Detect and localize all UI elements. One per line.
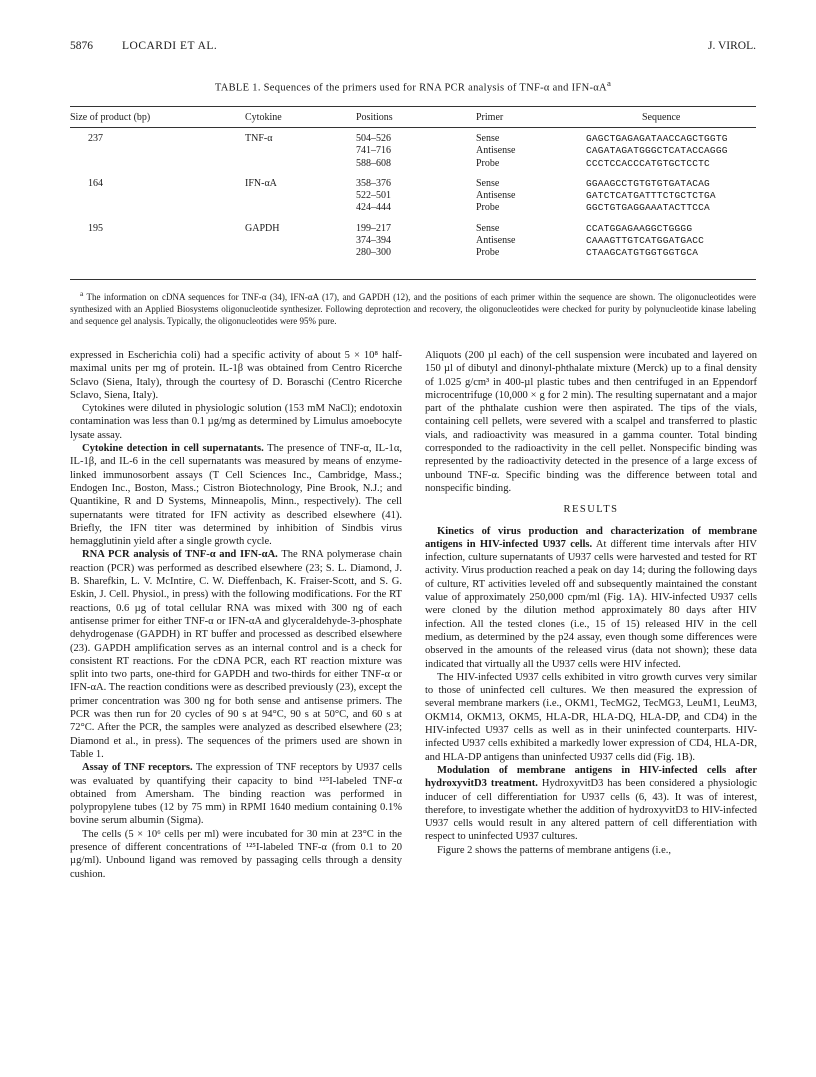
cell-sequence: CCATGGAGAAGGCTGGGG [586, 222, 693, 234]
cell-sequence: GATCTCATGATTTCTGCTCTGA [586, 190, 716, 202]
cell-cytokine: GAPDH [245, 222, 280, 234]
cell-primer: Probe [476, 202, 500, 214]
paragraph-body: The RNA polymerase chain reaction (PCR) was performed as described elsewhere (23; S. L. Diamond, J. B. Sharefkin, L. V. McIntire, C. W. Dieffenbach, K. Fraiser-Scott, and S. G. Eskin, J. Cell. Physiol., in press) with the following modifications. For the RT reactions, 0.6 µg of total cellular RNA was mixed with 300 ng of each antisense primer for either TNF-α or IFN-αA and glyceraldehyde-3-phosphate dehydrogenase (GAPDH) in RT buffer and processed as described elsewhere (23). GAPDH amplification serves as an internal control and is a check for consistent RT reactions. For the cDNA PCR, each RT reaction mixture was split into two parts, one-third for GAPDH and two-thirds for either TNF-α or IFN-αA. The reaction conditions were as described previously (23), except the primer concentration was 300 ng for both sense and antisense primers. The PCR was then run for 20 cycles of 90 s at 94°C, 90 s at 50°C, and 60 s at 72°C. After the PCR, the samples were analyzed as described elsewhere (23; Diamond et al., in press). The sequences of the primers used are shown in Table 1. [70, 549, 402, 760]
table-row [70, 158, 756, 170]
cell-primer: Probe [476, 157, 500, 169]
cell-primer: Antisense [476, 145, 516, 157]
paragraph: The cells (5 × 10⁶ cells per ml) were incubated for 30 min at 23°C in the presence of different concentrations of ¹²⁵I-labeled TNF-α (from 0.1 to 20 µg/ml). Unbound ligand was removed by passaging cells through a density cushion. [70, 828, 402, 880]
cell-sequence: CCCTCCACCCATGTGCTCCTC [586, 157, 710, 169]
col-header-primer: Primer [476, 112, 504, 123]
paragraph [425, 764, 757, 844]
section-run-in-head: Kinetics of virus production and characterization of membrane antigens in HIV-infected U937 cells. [425, 525, 757, 550]
paragraph: expressed in Escherichia coli) had a specific activity of about 5 × 10⁸ half-maximal units per mg of protein. IL-1β was obtained from Centro Ricerche Sclavo (Siena, Italy), through the courtesy of D. Boraschi (Centro Ricerche Sclavo, Siena, Italy). [70, 350, 402, 401]
cell-position: 588–608 [356, 157, 391, 169]
paragraph: The HIV-infected U937 cells exhibited in vitro growth curves very similar to those of uninfected cell cultures. We then measured the expression of several membrane markers (i.e., OKM1, TecMG2, TecMG3, LeuM1, LeuM3, OKM14, OKM13, OKM5, HLA-DR, HLA-DQ, HLA-DP, and CD4) in the HIV-infected U937 cells as well as in their uninfected counterparts. HIV-infected U937 cells exhibited a markedly lower expression of CD4, HLA-DR, and HLA-DP antigens than uninfected U937 cells did (Fig. 1B). [425, 671, 757, 763]
cell-sequence: GAGCTGAGAGATAACCAGCTGGTG [586, 133, 728, 144]
cell-primer: Antisense [476, 235, 516, 247]
paragraph: Cytokines were diluted in physiologic solution (153 mM NaCl); endotoxin contamination was less than 0.1 µg/mg as determined by Limulus amoebocyte lysate assay. [70, 403, 402, 441]
paragraph: Figure 2 shows the patterns of membrane antigens (i.e., [437, 844, 672, 856]
cell-size [70, 202, 245, 214]
cell-position: 358–376 [356, 177, 391, 189]
section-run-in-head: Assay of TNF receptors. [82, 762, 193, 774]
section-run-in-head: Cytokine detection in cell supernatants. [82, 443, 264, 455]
running-header [70, 40, 756, 56]
paragraph [70, 761, 402, 827]
cell-cytokine: IFN-αA [245, 177, 277, 189]
table-row [70, 247, 756, 259]
cell-position: 522–501 [356, 190, 391, 202]
col-header-size: Size of product (bp) [70, 112, 151, 123]
cell-sequence: CTAAGCATGTGGTGGTGCA [586, 247, 699, 259]
cell-size: 195 [88, 222, 103, 234]
cell-position: 504–526 [356, 133, 391, 144]
cell-position: 280–300 [356, 247, 391, 259]
cell-sequence: GGCTGTGAGGAAATACTTCCA [586, 202, 710, 214]
cell-cytokine [245, 235, 356, 247]
cell-position: 424–444 [356, 202, 391, 214]
cell-cytokine [245, 158, 356, 170]
cell-sequence: CAAAGTTGTCATGGATGACC [586, 235, 705, 247]
table-row [70, 190, 756, 202]
table-row [70, 133, 756, 145]
results-heading: RESULTS [563, 504, 619, 516]
table-row [70, 145, 756, 157]
table-bottom-rule [70, 279, 756, 280]
cell-cytokine [245, 202, 356, 214]
table-footnote [70, 288, 756, 327]
cell-size [70, 145, 245, 157]
cell-cytokine [245, 190, 356, 202]
paragraph-body: The expression of TNF receptors by U937 cells was evaluated by quantifying their capacity to bind ¹²⁵I-labeled TNF-α obtained from Amersham. The binding reaction was performed in polypropylene tubes (12 by 75 mm) in RPMI 1640 medium containing 0.1% bovine serum albumin (Sigma). [70, 762, 402, 827]
col-header-cytokine: Cytokine [245, 112, 282, 123]
table-row [70, 215, 756, 235]
cell-size [70, 190, 245, 202]
table-title [70, 78, 756, 94]
paragraph-body: At different time intervals after HIV infection, culture supernatants of U937 cells were harvested and tested for RT activity. Virus production reached a peak on day 14; during the following days of culture, RT activities leveled off and subsequently maintained the constant value of approximately 250,000 cpm/ml (Fig. 1A). HIV-infected U937 cells were cloned by the dilution method approximately 80 days after HIV infection. All the tested clones (i.e., 15 of 15) released HIV in the cell medium, as determined by the p24 assay, even though some differences were observed in the amounts of the released virus (data not shown); these data indicated that virtually all the U937 cells were HIV infected. [425, 538, 757, 670]
cell-primer: Probe [476, 247, 500, 259]
cell-size: 164 [88, 177, 103, 189]
cell-cytokine: TNF-α [245, 133, 273, 144]
section-run-in-head: RNA PCR analysis of TNF-α and IFN-αA. [82, 549, 278, 561]
cell-primer: Sense [476, 222, 500, 234]
primer-table [70, 133, 756, 260]
paragraph-body: HydroxyvitD3 has been considered a physiologic inducer of cell differentiation for U937 cells (6, 43). It was of interest, therefore, to investigate whether the addition of hydroxyvitD3 to HIV-infected U937 cells would result in any altered pattern of cell differentiation with respect to uninfected U937 cultures. [425, 778, 757, 843]
footnote-text: The information on cDNA sequences for TNF-α (34), IFN-αA (17), and GAPDH (12), and the positions of each primer within the sequence are shown. The oligonucleotides were synthesized with an Applied Biosystems oligonucleotide synthesizer. Following deprotection and recovery, the oligonucleotides were checked for purity by polynucleotide kinase labeling and sequence gel analysis. Typically, the oligonucleotides were 95% pure. [70, 292, 756, 326]
paragraph [70, 548, 402, 761]
cell-cytokine [245, 247, 356, 259]
table-row [70, 235, 756, 247]
paragraph [425, 525, 757, 671]
paragraph: Aliquots (200 µl each) of the cell suspension were incubated and layered on 150 µl of dibutyl and dinonyl-phthalate mixture (Merck) up to a final density of 1.025 g/cm³ in 400-µl plastic tubes and then centrifuged in an Eppendorf microcentrifuge (10,000 × g for 2 min). The resulting supernatant and a major part of the phthalate cushion were then aspirated. The tips of the vials, containing cell pellets, were severed with a scalpel and transferred to plastic vials, and radioactivity was measured in a gamma counter. Total binding corresponded to the radioactivity in the cell pellet. Nonspecific binding was represented by the radioactivity detected in the presence of a large excess of unbound TNF-α. Specific binding was the difference between total and nonspecific binding. [425, 350, 757, 494]
table-header-rule [70, 127, 756, 128]
footnote-mark: a [80, 289, 84, 298]
left-column [70, 349, 402, 881]
cell-primer: Antisense [476, 190, 516, 202]
cell-position: 741–716 [356, 145, 391, 157]
table-header-row [70, 112, 756, 126]
cell-size [70, 235, 245, 247]
paragraph [70, 442, 402, 548]
table-top-rule [70, 106, 756, 107]
cell-cytokine [245, 145, 356, 157]
table-title-footnote-mark: a [606, 78, 612, 88]
table-title-text: TABLE 1. Sequences of the primers used for RNA PCR analysis of TNF-α and IFN-αA [214, 82, 607, 94]
table-row [70, 202, 756, 214]
journal-name: J. VIROL. [707, 40, 756, 52]
paragraph-body: The presence of TNF-α, IL-1α, IL-1β, and IL-6 in the cell supernatants was measured by means of enzyme-linked immunosorbent assays (T Cell Sciences Inc., Cambridge, Mass.; Endogen Inc., Boston, Mass.; Cistron Biotechnology, Pine Brook, N.J.; and Quantikine, R and D Systems, Minneapolis, Minn., respectively). The cell supernatants were titrated for IFN activity as described elsewhere (41). Briefly, the IFN titer was determined by inhibition of Sindbis virus hemagglutinin yield after a single growth cycle. [70, 443, 402, 548]
section-run-in-head: Modulation of membrane antigens in HIV-infected cells after hydroxyvitD3 treatment. [425, 764, 757, 790]
page-number: 5876 [70, 40, 93, 52]
cell-position: 199–217 [356, 222, 391, 234]
col-header-sequence: Sequence [642, 112, 681, 123]
cell-sequence: CAGATAGATGGGCTCATACCAGGG [586, 145, 728, 157]
table-row [70, 170, 756, 190]
cell-position: 374–394 [356, 235, 391, 247]
cell-sequence: GGAAGCCTGTGTGTGATACAG [586, 177, 710, 189]
right-column [425, 349, 757, 857]
cell-size [70, 247, 245, 259]
cell-primer: Sense [476, 133, 500, 144]
cell-size [70, 158, 245, 170]
author-running-head: LOCARDI ET AL. [122, 40, 218, 52]
cell-primer: Sense [476, 177, 500, 189]
col-header-positions: Positions [356, 112, 393, 123]
cell-size: 237 [88, 133, 103, 144]
